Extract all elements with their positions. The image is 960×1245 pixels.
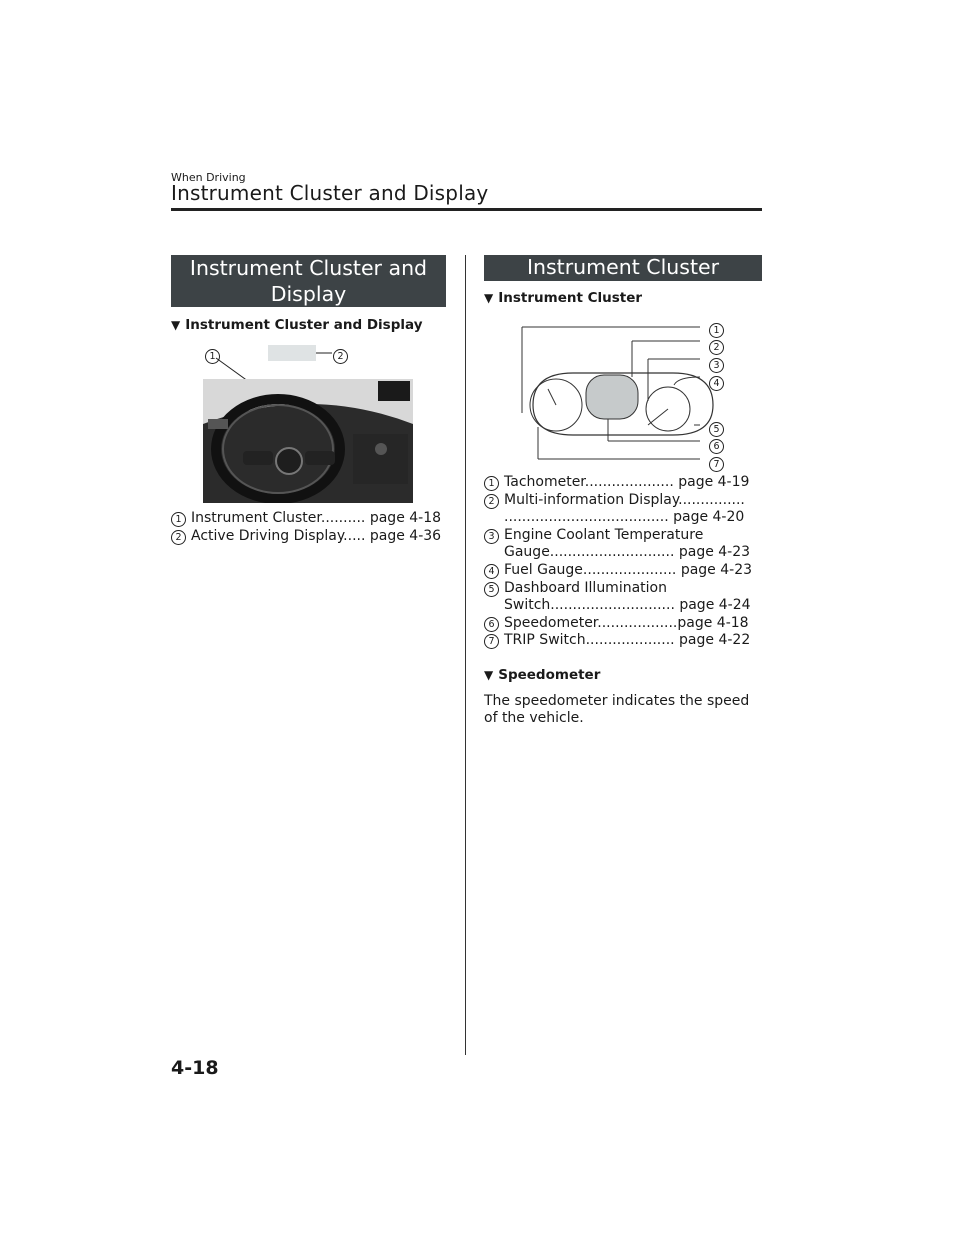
banner-line-2: Display xyxy=(270,282,347,306)
column-divider xyxy=(465,255,466,1055)
item-line: Switch............................ page 4-24 xyxy=(504,597,751,614)
item-line: Speedometer..................page 4-18 xyxy=(504,614,749,631)
callout-number: 2 xyxy=(709,340,724,355)
item-text xyxy=(504,562,752,580)
list-item xyxy=(484,632,764,650)
item-text xyxy=(504,615,749,633)
item-text xyxy=(504,632,750,650)
callout-marker-4 xyxy=(709,371,729,391)
subheading-text: Speedometer xyxy=(498,667,601,683)
item-text xyxy=(504,492,745,527)
callout-number: 7 xyxy=(709,457,724,472)
subheading-speedometer xyxy=(484,667,600,683)
instrument-cluster-diagram xyxy=(518,317,728,467)
item-number: 7 xyxy=(484,634,499,649)
callout-number: 3 xyxy=(709,358,724,373)
item-number: 1 xyxy=(171,512,186,527)
item-number: 3 xyxy=(484,529,499,544)
item-line: Multi-information Display............... xyxy=(504,491,745,508)
list-item xyxy=(484,580,764,615)
callout-marker-2 xyxy=(709,335,729,355)
list-item xyxy=(484,615,764,633)
item-number: 2 xyxy=(484,494,499,509)
page-title: Instrument Cluster and Display xyxy=(171,181,489,205)
item-line: Dashboard Illumination xyxy=(504,579,667,596)
item-line: Tachometer.................... page 4-19 xyxy=(504,474,750,490)
section-label: When Driving xyxy=(171,171,246,184)
item-number: 1 xyxy=(484,476,499,491)
item-number: 2 xyxy=(171,530,186,545)
item-text xyxy=(504,527,750,562)
item-line: Fuel Gauge..................... page 4-23 xyxy=(504,561,753,578)
item-list-left xyxy=(171,510,441,545)
triangle-icon: ▼ xyxy=(484,291,494,305)
item-line: Gauge............................ page 4-23 xyxy=(504,544,751,561)
triangle-icon: ▼ xyxy=(171,318,181,332)
triangle-icon: ▼ xyxy=(484,668,494,682)
callout-number: 4 xyxy=(709,376,724,391)
item-line: ..................................... page 4-20 xyxy=(504,509,745,526)
list-item xyxy=(484,562,764,580)
callout-number: 5 xyxy=(709,422,724,437)
item-line: Engine Coolant Temperature xyxy=(504,526,704,543)
list-item xyxy=(171,528,441,546)
item-text: Active Driving Display..... page 4-36 xyxy=(191,527,442,544)
callout-marker-6 xyxy=(709,434,729,454)
callout-marker-7 xyxy=(709,452,729,472)
title-divider xyxy=(171,208,762,211)
section-banner-left xyxy=(171,255,446,307)
item-number: 5 xyxy=(484,582,499,597)
callout-number: 1 xyxy=(709,323,724,338)
callout-marker-3 xyxy=(709,353,729,373)
section-banner-right: Instrument Cluster xyxy=(484,255,762,281)
item-number: 6 xyxy=(484,617,499,632)
item-text xyxy=(504,580,751,615)
callout-number: 1 xyxy=(205,349,220,364)
item-number: 4 xyxy=(484,564,499,579)
dashboard-photo xyxy=(203,379,413,503)
list-item xyxy=(484,474,764,492)
body-line: of the vehicle. xyxy=(484,710,584,726)
callout-number: 2 xyxy=(333,349,348,364)
list-item xyxy=(171,510,441,528)
list-item xyxy=(484,492,764,527)
speedometer-description xyxy=(484,693,749,727)
subheading-text: Instrument Cluster xyxy=(498,290,643,306)
subheading-instrument-cluster-display xyxy=(171,317,423,333)
list-item xyxy=(484,527,764,562)
item-text: Instrument Cluster.......... page 4-18 xyxy=(191,510,442,526)
body-line: The speedometer indicates the speed xyxy=(484,693,750,709)
banner-line-1: Instrument Cluster and xyxy=(189,256,428,280)
subheading-instrument-cluster xyxy=(484,290,642,306)
item-text xyxy=(504,474,749,492)
subheading-text: Instrument Cluster and Display xyxy=(185,317,423,333)
item-line: TRIP Switch.................... page 4-22 xyxy=(504,632,751,649)
page-number: 4-18 xyxy=(171,1057,219,1079)
item-list-right xyxy=(484,474,764,650)
callout-number: 6 xyxy=(709,439,724,454)
